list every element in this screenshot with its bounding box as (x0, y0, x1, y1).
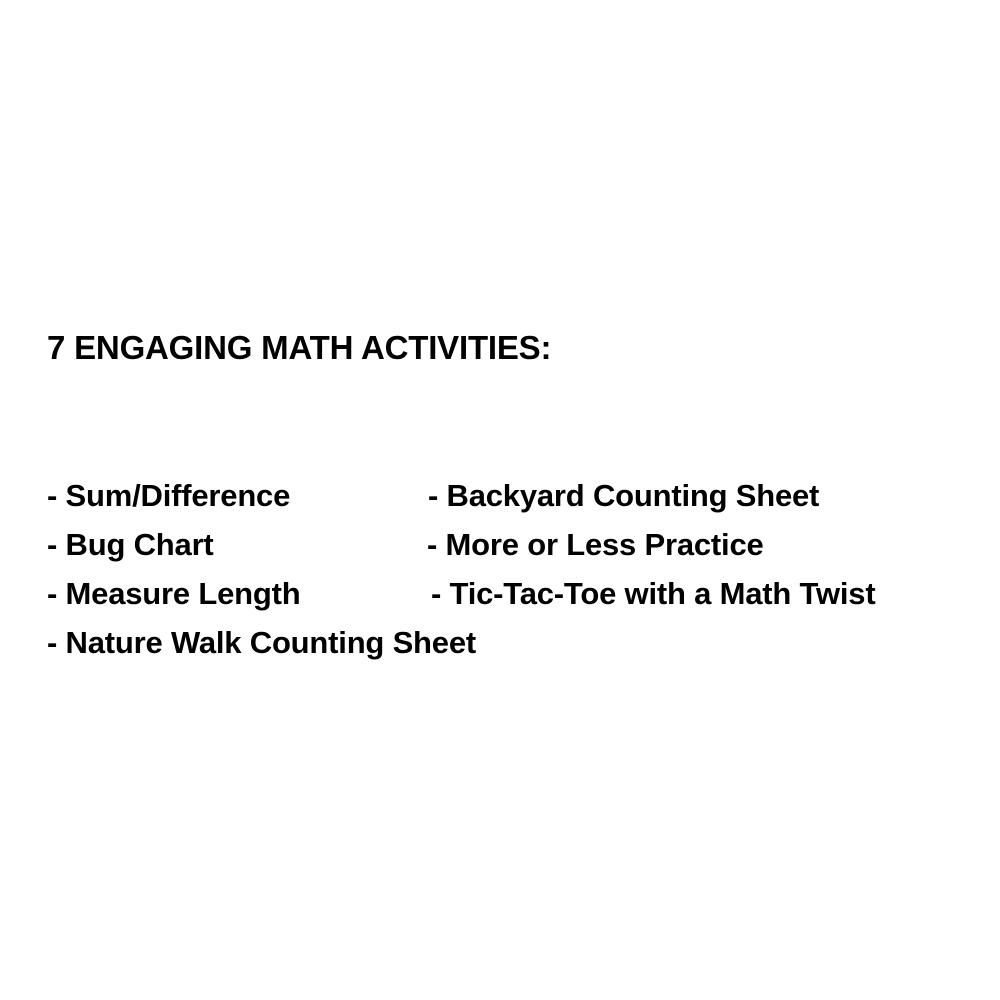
list-item: - Sum/Difference (47, 478, 291, 513)
list-item: - Tic-Tac-Toe with a Math Twist (431, 576, 876, 611)
list-row (47, 525, 967, 574)
list-item: - Bug Chart (47, 527, 214, 562)
list-row (47, 476, 967, 525)
list-item: - Backyard Counting Sheet (428, 478, 820, 513)
list-row (47, 623, 967, 672)
list-row (47, 574, 967, 623)
list-item: - Nature Walk Counting Sheet (47, 625, 476, 660)
page-title: 7 ENGAGING MATH ACTIVITIES: (47, 329, 552, 366)
list-item: - Measure Length (47, 576, 301, 611)
list-item: - More or Less Practice (427, 527, 764, 562)
activity-list (47, 476, 967, 672)
